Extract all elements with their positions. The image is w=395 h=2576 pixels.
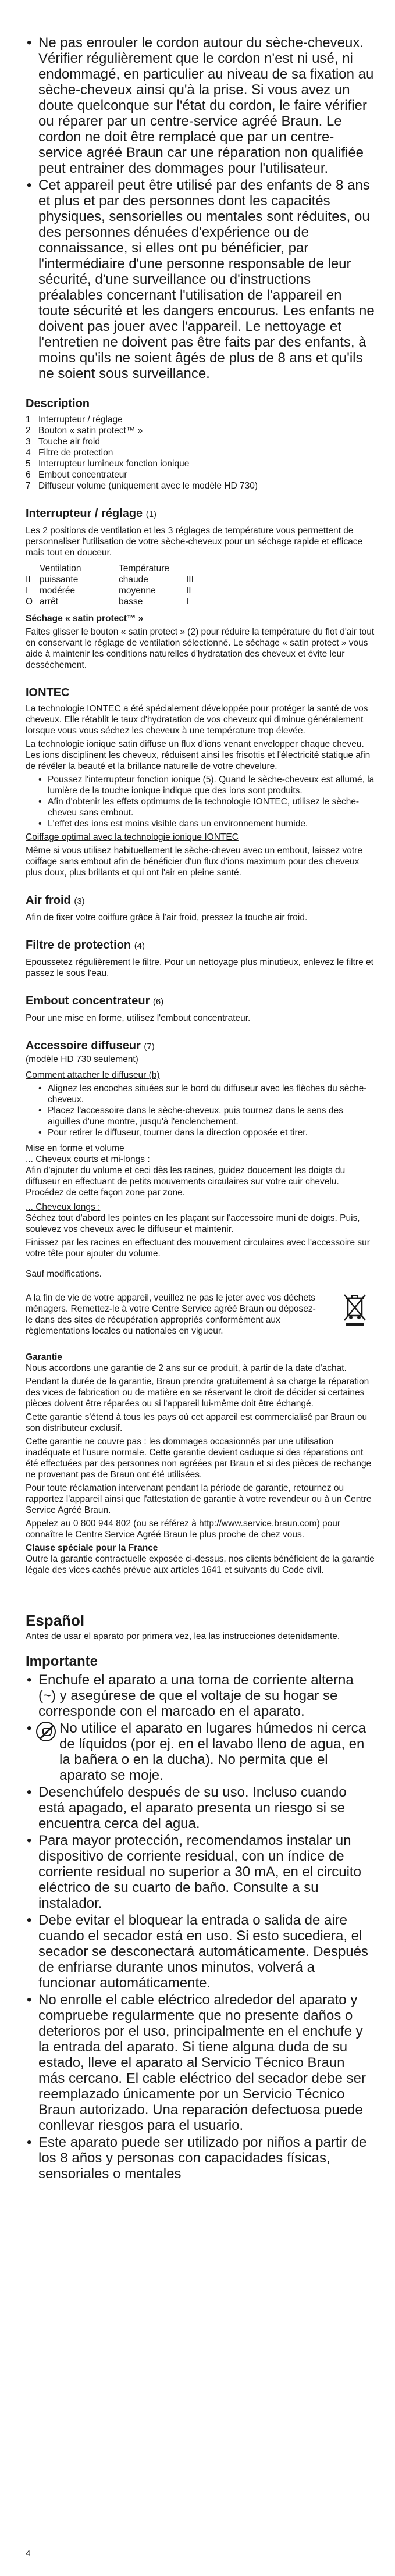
list-item: • L'effet des ions est moins visible dans un environnement humide. [38, 818, 375, 829]
list-item: 2 Bouton « satin protect™ » [26, 426, 143, 436]
interrupteur-section [26, 525, 375, 671]
satin-title: Séchage « satin protect™ » [26, 614, 144, 623]
coiffage-text: Même si vous utilisez habituellement le sèche-cheveu avec un embout, laissez votre coiffage sans embout afin de bénéficier d'un flux d'ions maximum pour des cheveux plus doux, plus brillants et qui ont l'air en pleine santé. [26, 846, 362, 878]
accessoire-subtitle: (modèle HD 730 seulement) [26, 1054, 138, 1064]
coiffage-title: Coiffage optimal avec la technologie ionique IONTEC [26, 832, 239, 842]
list-item: 3 Touche air froid [26, 437, 100, 447]
air-froid-section [26, 912, 375, 923]
manual-page [26, 0, 375, 2183]
garantie-p6: Appelez au 0 800 944 802 (ou se référez à http://www.service.braun.com) pour connaître le Centre Service Agréé Braun le plus proche de chez vous. [26, 1519, 341, 1540]
table-row: O arrêt basse I [26, 597, 189, 607]
accessoire-heading: Accessoire diffuseur (7) [26, 1039, 155, 1052]
list-item: • Pour retirer le diffuseur, tourner dans la direction opposée et tirer. [38, 1127, 375, 1138]
es-safety-list [26, 1672, 375, 2182]
col-temperature: Température [119, 564, 170, 573]
sauf-modifications: Sauf modifications. [26, 1269, 102, 1279]
air-froid-heading: Air froid (3) [26, 894, 85, 907]
satin-text: Faites glisser le bouton « satin protect » (2) pour réduire la température du flot d'air tout en conservant le réglage de ventilation sélectionné. Le séchage « satin protect » vous aide à maintenir les conditions naturelles d'hydratation des cheveux et évite leur dessèchement. [26, 627, 375, 670]
list-item: 7 Diffuseur volume (uniquement avec le modèle HD 730) [26, 481, 258, 491]
long-title: ... Cheveux longs : [26, 1202, 101, 1212]
list-item: • Afin d'obtenir les effets optimums de la technologie IONTEC, utilisez le sèche-cheveu sans embout. [38, 796, 375, 818]
air-froid-text: Afin de fixer votre coiffure grâce à l'air froid, pressez la touche air froid. [26, 913, 308, 922]
list-item: 6 Embout concentrateur [26, 470, 127, 480]
description-list [26, 414, 375, 491]
list-item: • Enchufe el aparato a una toma de corriente alterna (~) y asegúrese de que el voltaje de su hogar se corresponde con el marcado en el aparato. [26, 1672, 375, 1719]
list-item: • Ne pas enrouler le cordon autour du sèche-cheveux. Vérifier régulièrement que le cordon n'est ni usé, ni endommagé, en particulier au niveau de sa fixation au sèche-cheveux ainsi qu'à la prise. Si vous avez un doute quelconque sur l'état du cordon, le faire vérifier ou réparer par un centre-service agréé Braun. Le cordon ne doit être remplacé que par un centre-service agréé Braun car une réparation non qualifiée peut entrainer des dommages pour l'utilisateur. [26, 35, 375, 176]
page-number: 4 [26, 2549, 31, 2559]
garantie-p5: Pour toute réclamation intervenant pendant la période de garantie, retournez ou rapportez l'appareil ainsi que l'attestation de garantie à votre revendeur ou à un Centre Service Agréé Braun. [26, 1483, 372, 1515]
list-item: 1 Interrupteur / réglage [26, 415, 123, 425]
embout-text: Pour une mise en forme, utilisez l'embout concentrateur. [26, 1013, 251, 1023]
long-text-2: Finissez par les racines en effectuant des mouvement circulaires avec l'accessoire sur votre tête pour ajouter du volume. [26, 1238, 370, 1259]
attach-title: Comment attacher le diffuseur (b) [26, 1070, 160, 1080]
iontec-p2: La technologie ionique satin diffuse un flux d'ions venant envelopper chaque cheveu. Les ions disciplinent les cheveux, réduisent ainsi les frisottis et l'électricité statique afin de révéler la beauté et la brillance naturelle de votre chevelure. [26, 739, 371, 771]
importante-heading: Importante [26, 1654, 98, 1669]
court-text: Afin d'ajouter du volume et ceci dès les racines, guidez doucement les doigts du diffuseur en effectuant de petits mouvements circulaires sur votre cuir chevelu. Procédez de cette façon zone par zone. [26, 1166, 346, 1198]
col-ventilation: Ventilation [40, 564, 81, 573]
garantie-title: Garantie [26, 1352, 62, 1362]
filtre-text: Epoussetez régulièrement le filtre. Pour un nettoyage plus minutieux, enlevez le filtre et passez le sous l'eau. [26, 957, 373, 978]
embout-section [26, 1013, 375, 1024]
iontec-heading: IONTEC [26, 686, 70, 699]
table-row: II puissante chaude III [26, 575, 194, 585]
no-water-icon [36, 1722, 56, 1741]
crossed-bin-icon [343, 1292, 366, 1326]
court-title: ... Cheveux courts et mi-longs : [26, 1155, 150, 1164]
accessoire-section [26, 1054, 375, 1280]
list-item: • Este aparato puede ser utilizado por niños a partir de los 8 años y personas con capacidades físicas, sensoriales o mentales [26, 2135, 375, 2182]
list-item: • Desenchúfelo después de su uso. Incluso cuando está apagado, el aparato presenta un riesgo si se encuentra cerca del agua. [26, 1784, 375, 1832]
iontec-p1: La technologie IONTEC a été spécialement développée pour protéger la santé de vos cheveux. Elle rétablit le taux d'hydratation de vos cheveux qui diminue généralement lorsque vous vous séchez les cheveux à une température trop élevée. [26, 704, 368, 736]
list-item: • Para mayor protección, recomendamos instalar un dispositivo de corriente residual, con un índice de corriente residual no superior a 30 mA, en el circuito eléctrico de su cuarto de baño. Consulte a su instalador. [26, 1833, 375, 1911]
list-item: 4 Filtre de protection [26, 448, 113, 458]
iontec-section [26, 703, 375, 878]
interrupteur-heading: Interrupteur / réglage (1) [26, 507, 157, 520]
iontec-bullets [26, 774, 375, 829]
attach-bullets [26, 1083, 375, 1138]
garantie-p3: Cette garantie s'étend à tous les pays où cet appareil est commercialisé par Braun ou son distributeur exclusif. [26, 1412, 368, 1433]
garantie-section [26, 1352, 375, 1576]
forme-title: Mise en forme et volume [26, 1143, 124, 1153]
list-item: • Debe evitar el bloquear la entrada o salida de aire cuando el secador está en uso. Si esto sucediera, el secador se desconectará automáticamente. Después de enfriarse durante unos minutos, volverá a funcionar automáticamente. [26, 1912, 375, 1991]
filtre-heading: Filtre de protection (4) [26, 939, 145, 952]
fr-safety-list [26, 35, 375, 382]
list-item: • Placez l'accessoire dans le sèche-cheveux, puis tournez dans le sens des aiguilles d'une montre, jusqu'à l'enclenchement. [38, 1105, 375, 1127]
recycle-notice [26, 1292, 375, 1339]
interrupteur-text: Les 2 positions de ventilation et les 3 réglages de température vous permettent de personnaliser l'utilisation de votre sèche-cheveux pour un séchage rapide et efficace mais tout en douceur. [26, 526, 363, 558]
filtre-section [26, 957, 375, 979]
list-item: • Poussez l'interrupteur fonction ionique (5). Quand le sèche-cheveux est allumé, la lumière de la touche ionique indique que des ions sont produits. [38, 774, 375, 796]
long-text-1: Séchez tout d'abord les pointes en les plaçant sur l'accessoire muni de doigts. Puis, soulevez vos cheveux avec le diffuseur et maintenir. [26, 1213, 360, 1234]
garantie-p2: Pendant la durée de la garantie, Braun prendra gratuitement à sa charge la réparation des vices de fabrication ou de matière en se réservant le droit de décider si certaines pièces doivent être réparées ou si l'appareil lui-même doit être échangé. [26, 1377, 369, 1409]
list-item [26, 1720, 375, 1783]
description-heading: Description [26, 397, 90, 410]
garantie-p4: Cette garantie ne couvre pas : les dommages occasionnés par une utilisation inadéquate et l'usure normale. Cette garantie devient caduque si des réparations ont été effectuées par des personnes non agréées par Braun et si des pièces de rechange ne provenant pas de Braun ont été utilisées. [26, 1437, 372, 1480]
clause-title: Clause spéciale pour la France [26, 1543, 158, 1553]
settings-table [26, 563, 197, 607]
list-item: • No enrolle el cable eléctrico alrededor del aparato y compruebe regularmente que no presente daños o deterioros por el uso, principalmente en el enchufe y la entrada del aparato. Si tiene alguna duda de su estado, lleve el aparato al Servicio Técnico Braun más cercano. El cable eléctrico del secador debe ser reemplazado únicamente por un Servicio Técnico Braun autorizado. Una reparación defectuosa puede conllevar riesgos para el usuario. [26, 1992, 375, 2133]
espanol-intro-text: Antes de usar el aparato por primera vez, lea las instrucciones detenidamente. [26, 1631, 340, 1641]
garantie-p1: Nous accordons une garantie de 2 ans sur ce produit, à partir de la date d'achat. [26, 1363, 347, 1373]
espanol-intro [26, 1631, 375, 1642]
clause-text: Outre la garantie contractuelle exposée ci-dessus, nos clients bénéficient de la garantie légale des vices cachés prévue aux articles 1641 et suivants du Code civil. [26, 1554, 375, 1575]
list-item: • Cet appareil peut être utilisé par des enfants de 8 ans et plus et par des personnes dont les capacités physiques, sensorielles ou mentales sont réduites, ou des personnes dénuées d'expérience ou de connaissance, si elles ont pu bénéficier, par l'intermédiaire d'une personne responsable de leur sécurité, d'une surveillance ou d'instructions préalables concernant l'utilisation de l'appareil en toute sécurité et les dangers encourus. Les enfants ne doivent pas jouer avec l'appareil. Le nettoyage et l'entretien ne doivent pas être faits par des enfants, à moins qu'ils ne soient âgés de plus de 8 ans et qu'ils ne soient sous surveillance. [26, 177, 375, 382]
list-item: • Alignez les encoches situées sur le bord du diffuseur avec les flèches du sèche-cheveux. [38, 1083, 375, 1105]
table-header-row [26, 563, 197, 574]
list-item-text: No utilice el aparato en lugares húmedos ni cerca de líquidos (por ej. en el lavabo lleno de agua, en la bañera o en la ducha). No permita que el aparato se moje. [59, 1720, 366, 1783]
table-row: I modérée moyenne II [26, 586, 191, 596]
list-item: 5 Interrupteur lumineux fonction ionique [26, 459, 190, 469]
recycle-text: A la fin de vie de votre appareil, veuillez ne pas le jeter avec vos déchets ménagers. Remettez-le à votre Centre Service agréé Braun ou déposez-le dans des sites de récupération appropriés conformément aux règlementations locales ou nationales en vigueur. [26, 1293, 316, 1336]
embout-heading: Embout concentrateur (6) [26, 995, 164, 1007]
espanol-heading: Español [26, 1612, 85, 1629]
